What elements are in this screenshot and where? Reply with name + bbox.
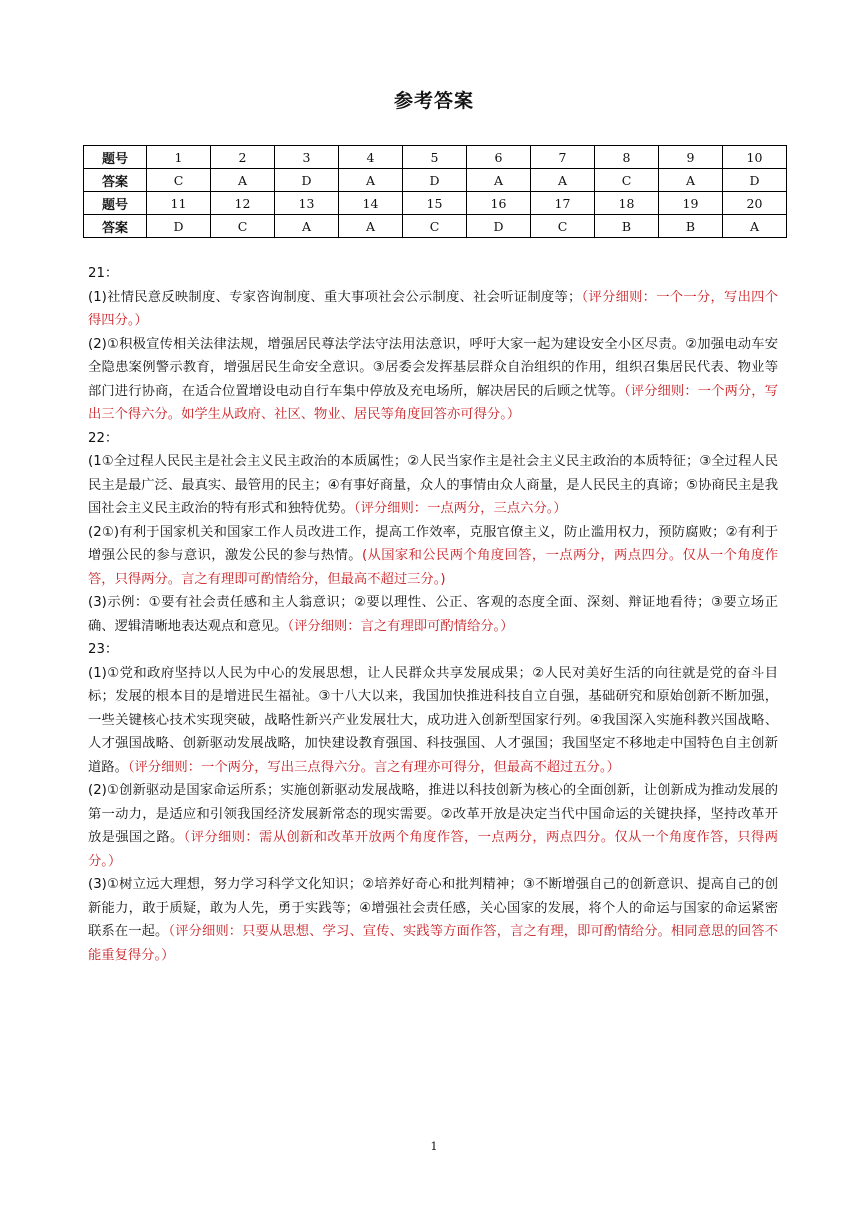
row-label-question: 题号 (84, 192, 147, 215)
scoring-note: （评分细则：一个两分，写出三个得六分。如学生从政府、社区、物业、居民等角度回答亦可得分。） (88, 383, 779, 422)
answer-text: (2)①创新驱动是国家命运所系；实施创新驱动发展战略，推进以科技创新为核心的全面创新，让创新成为推动发展的第一动力，是适应和引领我国经济发展新常态的现实需要。②改革开放是决定当代中国命运的关键抉择，坚持改革开放是强国之路。 (88, 783, 778, 845)
scoring-note: （评分细则：一个一分，写出四个得四分。） (88, 289, 778, 328)
q22-part2 (88, 521, 778, 592)
answer-letter: A (211, 169, 275, 192)
q22-part3 (88, 591, 778, 638)
answer-text: (1①全过程人民民主是社会主义民主政治的本质属性；②人民当家作主是社会主义民主政治的本质特征；③全过程人民民主是最广泛、最真实、最管用的民主；④有事好商量，众人的事情由众人商量，是人民民主的真谛；⑤协商民主是我国社会主义民主政治的特有形式和独特优势。 (88, 454, 778, 516)
q22-heading: 22： (88, 430, 119, 446)
answer-letter: C (403, 215, 467, 238)
row-label-question: 题号 (84, 146, 147, 169)
row-label-answer: 答案 (84, 169, 147, 192)
answer-letter: C (531, 215, 595, 238)
q21-part1 (88, 286, 778, 333)
answer-letter: A (723, 215, 787, 238)
answer-text: (3)①树立远大理想，努力学习科学文化知识；②培养好奇心和批判精神；③不断增强自己的创新意识、提高自己的创新能力，敢于质疑，敢为人先，勇于实践等；④增强社会责任感，关心国家的发展，将个人的命运与国家的命运紧密联系在一起。 (88, 877, 778, 939)
q21-part2 (88, 333, 778, 427)
answer-letter: D (403, 169, 467, 192)
question-number: 19 (659, 192, 723, 215)
question-number: 14 (339, 192, 403, 215)
question-number-row (84, 192, 787, 215)
answer-letter: C (595, 169, 659, 192)
answer-row (84, 215, 787, 238)
answer-letter: D (147, 215, 211, 238)
question-number: 20 (723, 192, 787, 215)
question-number: 4 (339, 146, 403, 169)
q23-part3 (88, 873, 778, 967)
scoring-note: （评分细则：一点两分，三点六分。） (353, 501, 567, 516)
answer-letter: A (659, 169, 723, 192)
question-number: 11 (147, 192, 211, 215)
answer-letter: D (467, 215, 531, 238)
answer-row (84, 169, 787, 192)
question-number: 16 (467, 192, 531, 215)
answer-letter: A (467, 169, 531, 192)
question-number-row (84, 146, 787, 169)
question-number: 7 (531, 146, 595, 169)
question-number: 12 (211, 192, 275, 215)
answer-letter: A (339, 215, 403, 238)
answer-text: (1)社情民意反映制度、专家咨询制度、重大事项社会公示制度、社会听证制度等； (88, 289, 582, 305)
q23-heading: 23： (88, 642, 119, 657)
answer-table (83, 145, 787, 238)
answer-letter: B (595, 215, 659, 238)
question-number: 18 (595, 192, 659, 215)
answer-letter: A (531, 169, 595, 192)
question-number: 6 (467, 146, 531, 169)
page-number: 1 (430, 1140, 438, 1153)
answer-text: (2①)有利于国家机关和国家工作人员改进工作，提高工作效率，克服官僚主义，防止滥用权力，预防腐败；②有利于增强公民的参与意识，激发公民的参与热情。 (88, 524, 778, 563)
answer-letter: A (275, 215, 339, 238)
answer-letter: C (211, 215, 275, 238)
answer-letter: C (147, 169, 211, 192)
answer-text: (3)示例：①要有社会责任感和主人翁意识；②要以理性、公正、客观的态度全面、深刻、辩证地看待；③要立场正确、逻辑清晰地表达观点和意见。 (88, 595, 778, 634)
question-number: 15 (403, 192, 467, 215)
answer-letter: B (659, 215, 723, 238)
question-number: 17 (531, 192, 595, 215)
question-number: 10 (723, 146, 787, 169)
question-number: 3 (275, 146, 339, 169)
page-title: 参考答案 (393, 90, 474, 112)
q23-part2 (88, 779, 778, 873)
scoring-note: （评分细则：一个两分，写出三点得六分。言之有理亦可得分，但最高不超过五分。） (127, 759, 620, 775)
scoring-note: （评分细则：需从创新和改革开放两个角度作答，一点两分，两点四分。仅从一个角度作答，只得两分。） (88, 830, 778, 869)
answer-text: (2)①积极宣传相关法律法规，增强居民尊法学法守法用法意识，呼吁大家一起为建设安全小区尽责。②加强电动车安全隐患案例警示教育，增强居民生命安全意识。③居委会发挥基层群众自治组织的作用，组织召集居民代表、物业等部门进行协商，在适合位置增设电动自行车集中停放及充电场所，解决居民的后顾之忧等。 (88, 336, 778, 399)
question-number: 9 (659, 146, 723, 169)
scoring-note: （评分细则：只要从思想、学习、宣传、实践等方面作答，言之有理，即可酌情给分。相同意思的回答不能重复得分。） (88, 924, 779, 963)
answer-letter: D (275, 169, 339, 192)
question-number: 5 (403, 146, 467, 169)
q23-part1 (88, 662, 778, 780)
scoring-note: (从国家和公民两个角度回答，一点两分，两点四分。仅从一个角度作答，只得两分。言之有理即可酌情给分，但最高不超过三分。) (88, 548, 779, 587)
question-number: 2 (211, 146, 275, 169)
scoring-note: （评分细则：言之有理即可酌情给分。） (287, 618, 514, 634)
answer-letter: D (723, 169, 787, 192)
question-number: 1 (147, 146, 211, 169)
q22-part1 (88, 450, 778, 521)
answer-text: (1)①党和政府坚持以人民为中心的发展思想，让人民群众共享发展成果；②人民对美好生活的向往就是党的奋斗目标；发展的根本目的是增进民生福祉。③十八大以来，我国加快推进科技自立自强，基础研究和原始创新不断加强，一些关键核心技术实现突破，战略性新兴产业发展壮大，成功进入创新型国家行列。④我国深入实施科教兴国战略、人才强国战略、创新驱动发展战略，加快建设教育强国、科技强国、人才强国；我国坚定不移地走中国特色自主创新道路。 (88, 665, 778, 775)
answer-letter: A (339, 169, 403, 192)
row-label-answer: 答案 (84, 215, 147, 238)
answer-content (88, 262, 778, 967)
question-number: 8 (595, 146, 659, 169)
q21-heading: 21： (88, 266, 119, 281)
question-number: 13 (275, 192, 339, 215)
